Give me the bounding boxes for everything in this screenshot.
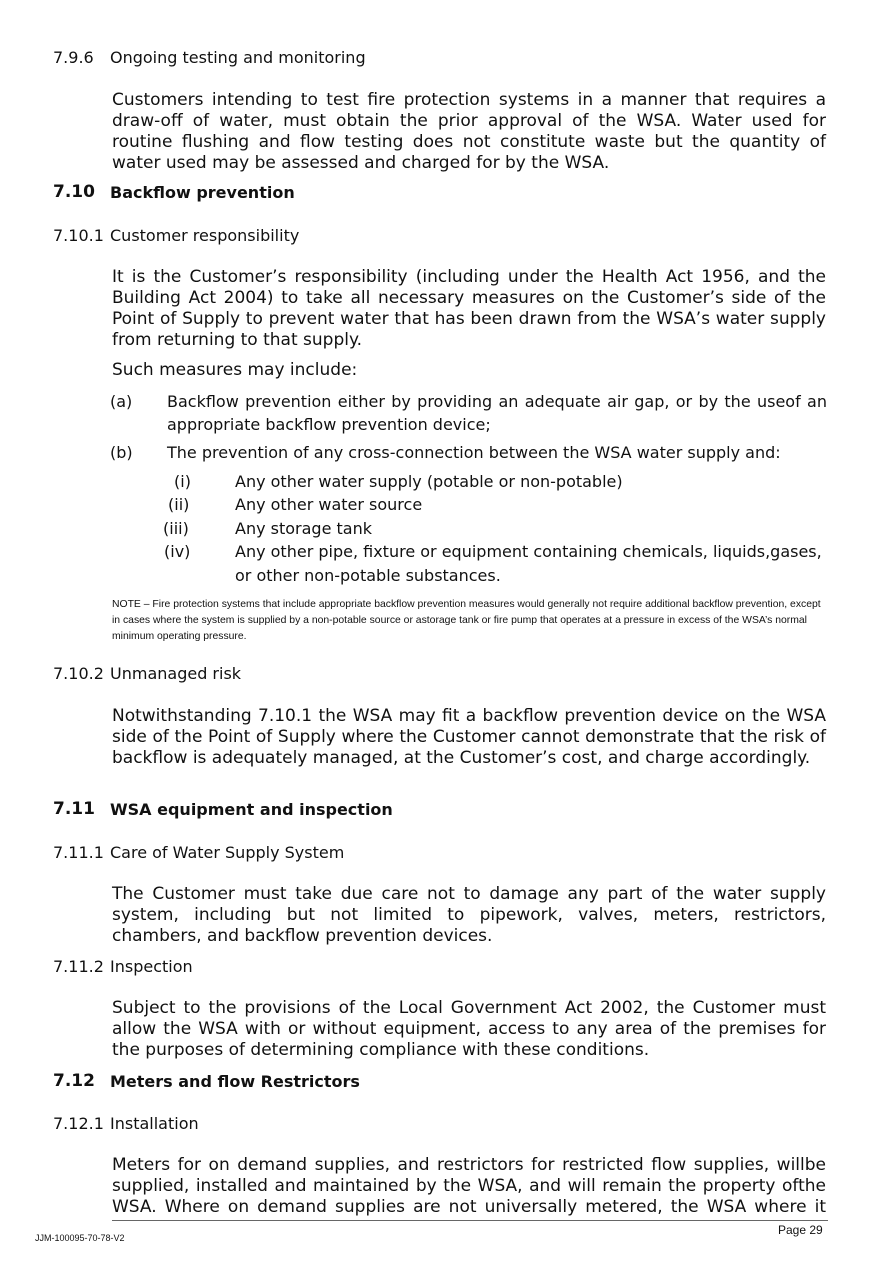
footer-page-number: Page 29 (778, 1223, 823, 1237)
sublist-label-ii: (ii) (168, 495, 190, 514)
section-number-7-10-2: 7.10.2 (53, 664, 104, 683)
sublist-item-ii: Any other water source (235, 495, 423, 514)
section-title-meters-and-flow-restrictors: Meters and flow Restrictors (110, 1072, 360, 1091)
section-number-7-12-1: 7.12.1 (53, 1114, 104, 1133)
footer-rule (112, 1220, 828, 1221)
section-title-customer-responsibility: Customer responsibility (110, 226, 300, 245)
paragraph-unmanaged-risk: Notwithstanding 7.10.1 the WSA may fit a backflow prevention device on the WSA side of the Point of Supply where the Customer cannot demonstrate that the risk of backflow is adequately managed, at the Customer’s cost, and charge accordingly. (112, 706, 826, 768)
paragraph-installation: Meters for on demand supplies, and restrictors for restricted flow supplies, willbe supplied, installed and maintained by the WSA, and will remain the property ofthe WSA. Where on demand supplies are not universally metered, the WSA where it (112, 1155, 826, 1217)
section-title-inspection: Inspection (110, 957, 193, 976)
paragraph-customer-responsibility: It is the Customer’s responsibility (including under the Health Act 1956, and the Building Act 2004) to take all necessary measures on the Customer’s side of the Point of Supply to prevent water that has been drawn from the WSA’s water supply from returning to that supply. (112, 267, 826, 350)
sublist-item-iv-continued: or other non-potable substances. (235, 566, 501, 585)
section-number-7-10: 7.10 (53, 182, 95, 202)
section-number-7-9-6: 7.9.6 (53, 48, 94, 67)
section-title-ongoing-testing: Ongoing testing and monitoring (110, 48, 366, 67)
sublist-label-i: (i) (174, 472, 191, 491)
section-title-installation: Installation (110, 1114, 199, 1133)
section-number-7-11-2: 7.11.2 (53, 957, 104, 976)
section-title-wsa-equipment: WSA equipment and inspection (110, 800, 393, 819)
paragraph-ongoing-testing: Customers intending to test fire protection systems in a manner that requires a draw-off of water, must obtain the prior approval of the WSA. Water used for routine flushing and flow testing does not constitute waste but the quantity of water used may be assessed and charged for by the WSA. (112, 90, 826, 173)
section-title-backflow-prevention: Backflow prevention (110, 183, 295, 202)
list-item-b: The prevention of any cross-connection between the WSA water supply and: (167, 443, 781, 462)
section-title-unmanaged-risk: Unmanaged risk (110, 664, 242, 683)
section-number-7-10-1: 7.10.1 (53, 226, 104, 245)
paragraph-care-of-water-supply: The Customer must take due care not to damage any part of the water supply system, including but not limited to pipework, valves, meters, restrictors, chambers, and backflow prevention devices. (112, 884, 826, 946)
list-label-a: (a) (110, 392, 133, 411)
paragraph-measures-intro: Such measures may include: (112, 360, 358, 380)
sublist-item-i: Any other water supply (potable or non-potable) (235, 472, 623, 491)
section-number-7-12: 7.12 (53, 1071, 95, 1091)
sublist-label-iv: (iv) (164, 542, 191, 561)
note-fire-protection: NOTE – Fire protection systems that include appropriate backflow prevention measures would generally not require additional backflow prevention, except in cases where the system is supplied by a non-potable source or astorage tank or fire pump that operates at a pressure in excess of the WSA’s normal minimum operating pressure. (112, 599, 821, 642)
sublist-item-iv: Any other pipe, fixture or equipment containing chemicals, liquids,gases, (235, 542, 822, 561)
section-title-care-of-water-supply: Care of Water Supply System (110, 843, 345, 862)
sublist-item-iii: Any storage tank (235, 519, 372, 538)
list-item-a-line1: Backflow prevention either by providing an adequate air gap, or by the useof an (167, 392, 827, 411)
sublist-label-iii: (iii) (163, 519, 189, 538)
section-number-7-11-1: 7.11.1 (53, 843, 104, 862)
list-item-a-line2: appropriate backflow prevention device; (167, 415, 491, 434)
footer-document-code: JJM-100095-70-78-V2 (35, 1233, 125, 1243)
section-number-7-11: 7.11 (53, 799, 95, 819)
list-label-b: (b) (110, 443, 133, 462)
paragraph-inspection: Subject to the provisions of the Local Government Act 2002, the Customer must allow the WSA with or without equipment, access to any area of the premises for the purposes of determining compliance with these conditions. (112, 998, 826, 1060)
